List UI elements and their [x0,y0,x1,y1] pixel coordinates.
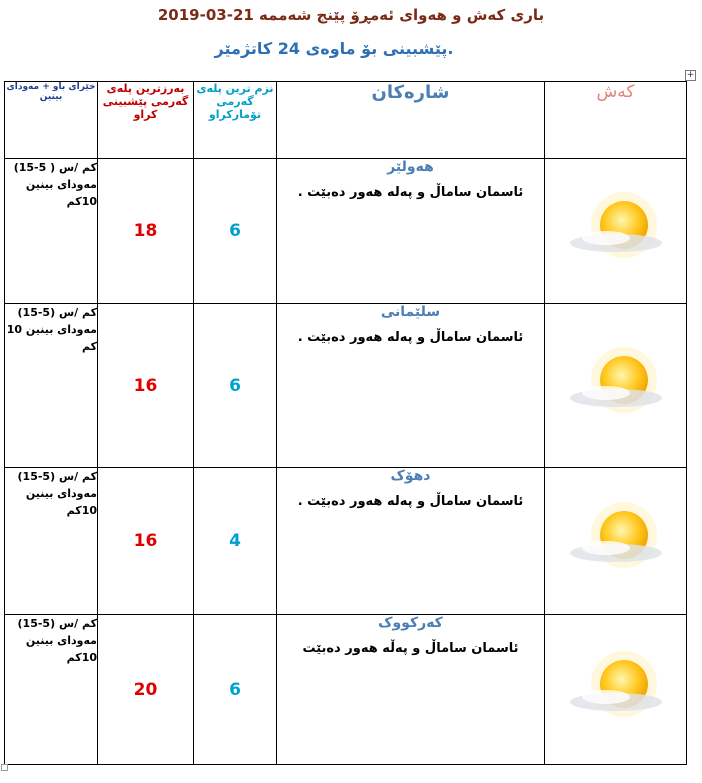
max-temp: 18 [98,159,194,304]
visibility: مەودای بینین 10 کم [6,323,97,353]
table-header-row [5,82,687,159]
table-row [5,468,687,615]
visibility: مەودای بینین 10کم [25,178,97,208]
max-temp: 16 [98,468,194,615]
partly-cloudy-sun-icon [566,344,666,424]
visibility: مەودای بینین 10کم [25,634,97,664]
header-wind-visibility: خێرای باو + مەودای بینین [5,82,98,159]
weather-icon-cell [545,615,687,765]
min-temp: 6 [194,304,277,468]
weather-icon-cell [545,159,687,304]
table-move-handle-icon[interactable]: + [686,70,695,80]
visibility: مەودای بینین 10کم [25,487,97,517]
table-resize-handle[interactable] [1,764,8,771]
partly-cloudy-sun-icon [566,499,666,579]
partly-cloudy-sun-icon [566,648,666,728]
weather-table [4,81,687,765]
header-cities: شارەکان [277,82,545,159]
weather-description: ئاسمان ساماڵ و پەڵە هەور دەبێت [302,641,519,656]
weather-icon-cell [545,304,687,468]
city-cell [277,615,545,765]
min-temp: 6 [194,615,277,765]
city-name: هەولێر [387,159,434,175]
weather-description: ئاسمان ساماڵ و پەلە هەور دەبێت . [297,185,524,200]
city-name: دهۆک [390,468,431,484]
city-name: سلێمانی [380,304,441,320]
wind-cell [5,468,98,615]
wind-speed: (15-5 ) کم /س [13,161,97,174]
wind-speed: (15-5) کم /س [17,617,97,630]
wind-cell [5,615,98,765]
wind-speed: (15-5) کم /س [17,306,97,319]
weather-icon-cell [545,468,687,615]
header-weather: کەش [545,82,687,159]
weather-description: ئاسمان ساماڵ و پەلە هەور دەبێت . [297,330,524,345]
table-row [5,615,687,765]
wind-cell [5,159,98,304]
weather-description: ئاسمان ساماڵ و پەلە هەور دەبێت . [297,494,524,509]
city-cell [277,304,545,468]
header-min-temp: نزم ترین پلەی گەرمی تۆمارکراو [194,82,277,159]
min-temp: 4 [194,468,277,615]
max-temp: 20 [98,615,194,765]
city-cell [277,159,545,304]
max-temp: 16 [98,304,194,468]
min-temp: 6 [194,159,277,304]
wind-speed: (15-5) کم /س [17,470,97,483]
table-row [5,159,687,304]
wind-cell [5,304,98,468]
city-name: کەرکووک [378,615,443,631]
partly-cloudy-sun-icon [566,189,666,269]
table-row [5,304,687,468]
forecast-subtitle: پێشبینی بۆ ماوەی 24 کاتژمێر. [214,39,454,58]
header-max-temp: بەرزترین پلەی گەرمی پێشبینی کراو [98,82,194,159]
city-cell [277,468,545,615]
page-title: باری کەش و هەوای ئەمڕۆ پێنج شەممە 21-03-2019 [157,6,545,24]
